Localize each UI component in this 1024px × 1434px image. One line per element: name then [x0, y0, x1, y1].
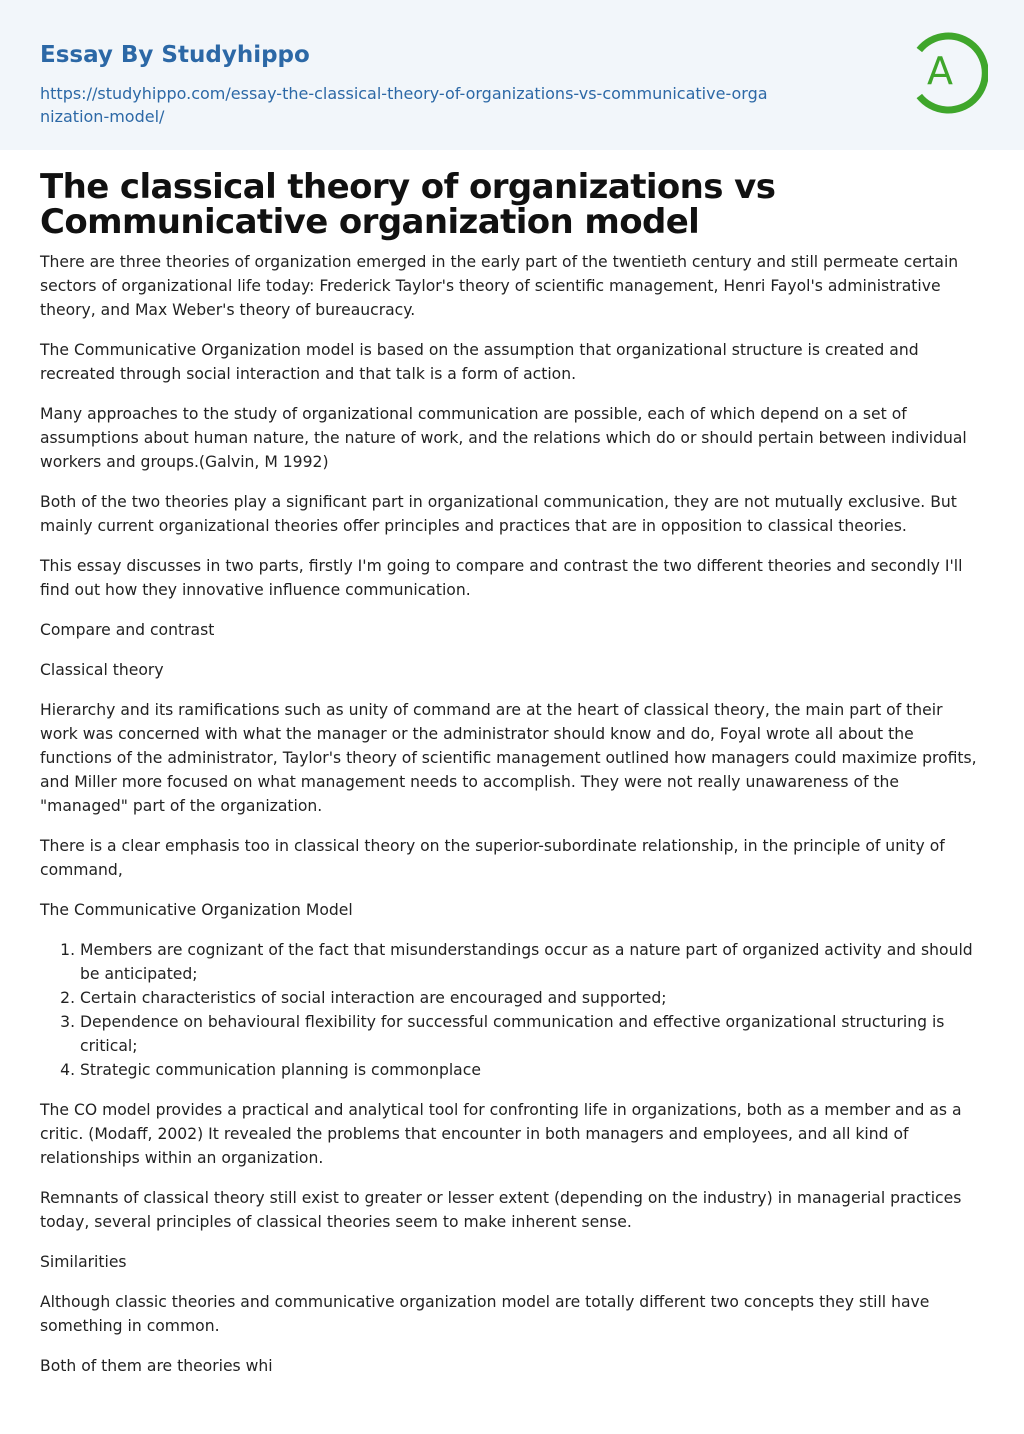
list-item: 2. Certain characteristics of social interaction are encouraged and supported;	[80, 986, 984, 1010]
subheading-classical-theory: Classical theory	[40, 661, 164, 679]
essay-title: The classical theory of organizations vs Communicative organization model	[40, 167, 776, 242]
paragraph-hierarchy: Hierarchy and its ramifications such as unity of command are at the heart of classical theory, the main part of their work was concerned with what the manager or the administrator should know and do, Foyal wrote all about the functions of the administrator, Taylor's theory of scientific management outlined how managers could maximize profits, and Miller more focused on what management needs to accomplish. They were not really unawareness of the "managed" part of the organization.	[40, 701, 977, 815]
studyhippo-logo-icon[interactable]	[908, 30, 988, 116]
paragraph-truncated: Both of them are theories whi	[40, 1357, 273, 1375]
paragraph-remnants: Remnants of classical theory still exist to greater or lesser extent (depending on the industry) in managerial practices today, several principles of classical theories seem to make inherent sense.	[40, 1189, 962, 1231]
subheading-co-model: The Communicative Organization Model	[40, 901, 353, 919]
paragraph-both-theories: Both of the two theories play a significant part in organizational communication, they are not mutually exclusive. But mainly current organizational theories offer principles and practices that are in opposition to classical theories.	[40, 493, 957, 535]
paragraph-intro: There are three theories of organization emerged in the early part of the twentieth century and still permeate certain sectors of organizational life today: Frederick Taylor's theory of scientific management, Henri Fayol's administrative theory, and Max Weber's theory of bureaucracy.	[40, 253, 959, 319]
page-header	[0, 0, 1024, 150]
paragraph-co-tool: The CO model provides a practical and analytical tool for confronting life in organizations, both as a member and as a critic. (Modaff, 2002) It revealed the problems that encounter in both managers and employees, and all kind of relationships within an organization.	[40, 1101, 962, 1167]
logo-letter: A	[927, 49, 953, 93]
list-item: 3. Dependence on behavioural flexibility for successful communication and effective organizational structuring is critical;	[80, 1010, 984, 1058]
site-brand[interactable]: Essay By Studyhippo	[40, 42, 310, 68]
co-model-list	[40, 938, 984, 1082]
paragraph-approaches: Many approaches to the study of organizational communication are possible, each of which depend on a set of assumptions about human nature, the nature of work, and the relations which do or should pertain between individual workers and groups.(Galvin, M 1992)	[40, 405, 967, 471]
source-url-link[interactable]: https://studyhippo.com/essay-the-classical-theory-of-organizations-vs-communicative-organization-model/	[40, 84, 768, 126]
paragraph-in-common: Although classic theories and communicative organization model are totally different two concepts they still have something in common.	[40, 1293, 930, 1335]
subheading-compare-contrast: Compare and contrast	[40, 621, 215, 639]
essay-body	[40, 167, 984, 1394]
subheading-similarities: Similarities	[40, 1253, 127, 1271]
list-item: 1. Members are cognizant of the fact that misunderstandings occur as a nature part of organized activity and should be anticipated;	[80, 938, 984, 986]
paragraph-essay-plan: This essay discusses in two parts, firstly I'm going to compare and contrast the two different theories and secondly I'll find out how they innovative influence communication.	[40, 557, 963, 599]
paragraph-co-model: The Communicative Organization model is based on the assumption that organizational structure is created and recreated through social interaction and that talk is a form of action.	[40, 341, 919, 383]
paragraph-superior-subordinate: There is a clear emphasis too in classical theory on the superior-subordinate relationship, in the principle of unity of command,	[40, 837, 945, 879]
list-item: 4. Strategic communication planning is commonplace	[80, 1058, 984, 1082]
